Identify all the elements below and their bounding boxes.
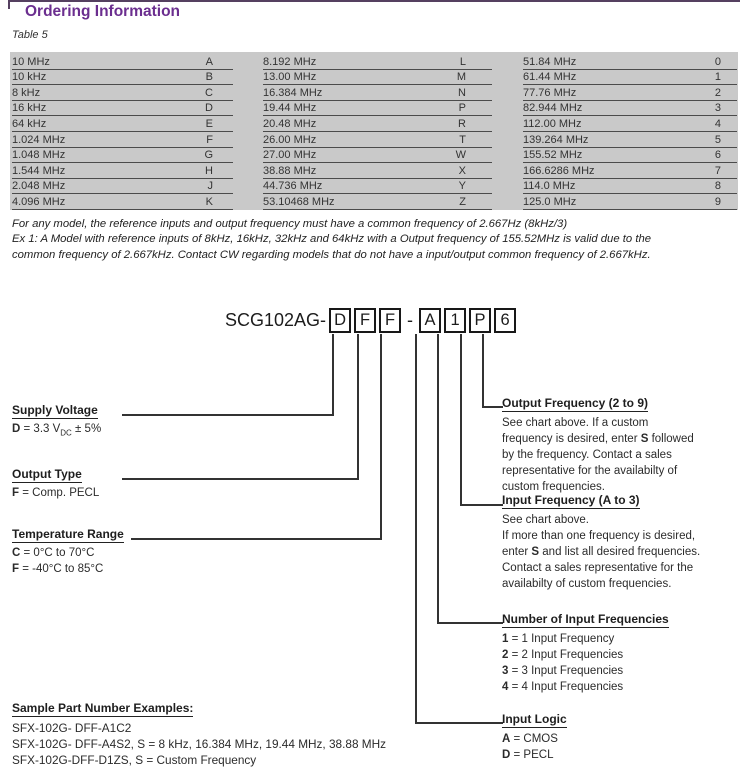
frequency-label: 61.44 MHz — [523, 71, 577, 84]
table-row — [263, 148, 492, 164]
callout-heading: Input Frequency (A to 3) — [502, 493, 640, 507]
frequency-label: 27.00 MHz — [263, 149, 317, 162]
connector-output-type-vertical — [357, 334, 359, 480]
frequency-label: 51.84 MHz — [523, 55, 577, 68]
table-row — [12, 85, 233, 101]
frequency-label: 13.00 MHz — [263, 71, 317, 84]
part-number — [225, 308, 516, 333]
frequency-code: Y — [458, 180, 466, 193]
table-row — [263, 116, 492, 132]
part-code-box: P — [469, 308, 491, 333]
frequency-label: 2.048 MHz — [12, 180, 66, 193]
table-row — [263, 85, 492, 101]
table-row — [263, 132, 492, 148]
part-code-box: D — [329, 308, 351, 333]
frequency-code: W — [455, 149, 466, 162]
callout-heading: Output Frequency (2 to 9) — [502, 396, 649, 410]
frequency-code: T — [459, 133, 466, 146]
frequency-code: 7 — [714, 164, 721, 177]
table-row — [12, 70, 233, 86]
frequency-code: B — [205, 71, 213, 84]
callout-input-logic — [502, 710, 734, 763]
ordering-information-title: Ordering Information — [25, 3, 180, 20]
sample-part-number-examples — [12, 699, 452, 768]
frequency-label: 10 kHz — [12, 71, 47, 84]
table-row — [523, 132, 737, 148]
callout-body: See chart above. If more than one frequency is desired, enter S and list all desired frequencies. Contact a sales representative for the availabilty of custom frequencies. — [502, 514, 701, 590]
frequency-label: 8.192 MHz — [263, 55, 317, 68]
frequency-label: 38.88 MHz — [263, 164, 317, 177]
callout-body: 1 = 1 Input Frequency 2 = 2 Input Frequencies 3 = 3 Input Frequencies 4 = 4 Input Frequencies — [502, 633, 624, 693]
frequency-label: 8 kHz — [12, 86, 41, 99]
table-row — [523, 85, 737, 101]
table-row — [263, 194, 492, 210]
frequency-code: R — [458, 117, 466, 130]
table-row — [523, 101, 737, 117]
part-number-separator: - — [407, 310, 414, 330]
frequency-code: 5 — [714, 133, 721, 146]
callout-output-type — [12, 465, 227, 502]
table-row — [12, 194, 233, 210]
samples-heading: Sample Part Number Examples: — [12, 701, 194, 715]
table-row — [263, 179, 492, 195]
frequency-label: 16 kHz — [12, 102, 47, 115]
frequency-label: 1.048 MHz — [12, 149, 66, 162]
connector-num-input-frequencies-horizontal — [437, 622, 503, 624]
part-code-box: F — [379, 308, 401, 333]
table-row — [523, 116, 737, 132]
frequency-label: 1.544 MHz — [12, 164, 66, 177]
frequency-code: 9 — [714, 195, 721, 208]
frequency-code: 2 — [714, 86, 721, 99]
table-row — [12, 179, 233, 195]
frequency-label: 64 kHz — [12, 117, 47, 130]
connector-output-frequency-horizontal — [482, 406, 503, 408]
callout-heading: Number of Input Frequencies — [502, 612, 669, 626]
part-code-box: 1 — [444, 308, 466, 333]
table-row — [12, 163, 233, 179]
part-number-prefix: SCG102AG- — [225, 310, 327, 330]
frequency-label: 155.52 MHz — [523, 149, 583, 162]
connector-output-frequency-vertical — [482, 334, 484, 408]
frequency-code: 0 — [714, 55, 721, 68]
frequency-code: E — [205, 117, 213, 130]
callout-input-frequency — [502, 491, 734, 592]
frequency-code: 4 — [714, 117, 721, 130]
frequency-label: 112.00 MHz — [523, 117, 582, 130]
callout-output-frequency — [502, 394, 734, 495]
callout-heading: Temperature Range — [12, 527, 124, 541]
frequency-code: 3 — [714, 102, 721, 115]
callout-temperature-range — [12, 525, 227, 577]
table-row — [263, 70, 492, 86]
callout-body: A = CMOS D = PECL — [502, 733, 558, 761]
callout-body: See chart above. If a custom frequency is desired, enter S followed by the frequency. Contact a sales representative for the availabilty of custom frequencies. — [502, 417, 694, 493]
table-row — [523, 70, 737, 86]
frequency-code: 1 — [714, 71, 721, 84]
frequency-code: X — [458, 164, 466, 177]
table-row — [263, 163, 492, 179]
table-row — [523, 163, 737, 179]
frequency-label: 1.024 MHz — [12, 133, 66, 146]
table-row — [12, 54, 233, 70]
frequency-label: 53.10468 MHz — [263, 195, 335, 208]
frequency-code: P — [458, 102, 466, 115]
frequency-label: 26.00 MHz — [263, 133, 317, 146]
frequency-code: C — [205, 86, 213, 99]
frequency-code: L — [459, 55, 466, 68]
callout-number-of-input-frequencies — [502, 610, 734, 695]
callout-body: D = 3.3 $V_{DC} \pm 5\%$ — [12, 423, 102, 438]
table-row — [12, 148, 233, 164]
part-code-box: F — [354, 308, 376, 333]
frequency-label: 166.6286 MHz — [523, 164, 595, 177]
part-number-boxes-group1 — [326, 308, 401, 333]
frequency-code: 6 — [714, 149, 721, 162]
callout-heading: Input Logic — [502, 712, 567, 726]
common-frequency-note: For any model, the reference inputs and output frequency must have a common frequency of 2.667Hz (8kHz/3) Ex 1: A Model with reference inputs of 8kHz, 16kHz, 32kHz and 64kHz with a Output frequency of 155.52MHz is valid due to the common frequency of 2.667kHz. Contact CW regarding models that do not have a input/output common frequency of 2.667kHz. — [12, 218, 652, 261]
page-top-rule-corner — [8, 0, 10, 9]
frequency-label: 125.0 MHz — [523, 195, 577, 208]
callout-body: F = Comp. PECL — [12, 487, 100, 499]
table-row — [523, 54, 737, 70]
frequency-code: Z — [459, 195, 466, 208]
page-top-rule — [8, 0, 740, 2]
frequency-label: 19.44 MHz — [263, 102, 317, 115]
frequency-label: 16.384 MHz — [263, 86, 323, 99]
samples-list: SFX-102G- DFF-A1C2 SFX-102G- DFF-A4S2, S = 8 kHz, 16.384 MHz, 19.44 MHz, 38.88 MHz SFX-102G-DFF-D1ZS, S = Custom Frequency — [12, 721, 387, 767]
connector-num-input-frequencies-vertical — [437, 334, 439, 624]
callout-heading: Supply Voltage — [12, 403, 98, 417]
frequency-label: 114.0 MHz — [523, 180, 576, 193]
frequency-code: 8 — [714, 180, 721, 193]
table-row — [523, 194, 737, 210]
frequency-code: M — [456, 71, 466, 84]
table-column-reference-inputs-2 — [263, 54, 492, 210]
connector-input-frequency-horizontal — [460, 504, 503, 506]
frequency-label: 10 MHz — [12, 55, 50, 68]
table-column-output-frequencies — [523, 54, 737, 210]
callout-body: C = 0°C to 70°C F = -40°C to 85°C — [12, 547, 104, 575]
connector-temperature-range-vertical — [380, 334, 382, 540]
connector-input-frequency-vertical — [460, 334, 462, 506]
frequency-code: F — [206, 133, 213, 146]
table-caption: Table 5 — [12, 29, 48, 41]
callout-supply-voltage — [12, 401, 227, 441]
table-row — [12, 101, 233, 117]
connector-supply-voltage-vertical — [332, 334, 334, 416]
connector-input-logic-vertical — [415, 334, 417, 724]
frequency-label: 82.944 MHz — [523, 102, 583, 115]
frequency-label: 20.48 MHz — [263, 117, 317, 130]
frequency-code: K — [205, 195, 213, 208]
frequency-code: G — [204, 149, 213, 162]
frequency-code: N — [458, 86, 466, 99]
table-row — [263, 101, 492, 117]
part-code-box: 6 — [494, 308, 516, 333]
frequency-label: 44.736 MHz — [263, 180, 323, 193]
frequency-code: D — [205, 102, 213, 115]
frequency-code-table — [10, 52, 738, 210]
table-row — [12, 116, 233, 132]
table-column-reference-inputs-1 — [12, 54, 233, 210]
frequency-label: 77.76 MHz — [523, 86, 577, 99]
frequency-code: J — [207, 180, 213, 193]
part-number-boxes-group2 — [416, 308, 516, 333]
frequency-code: H — [205, 164, 213, 177]
table-row — [12, 132, 233, 148]
table-row — [523, 148, 737, 164]
frequency-label: 139.264 MHz — [523, 133, 589, 146]
table-row — [523, 179, 737, 195]
frequency-code: A — [205, 55, 213, 68]
table-row — [263, 54, 492, 70]
callout-heading: Output Type — [12, 467, 82, 481]
frequency-label: 4.096 MHz — [12, 195, 66, 208]
part-code-box: A — [419, 308, 441, 333]
